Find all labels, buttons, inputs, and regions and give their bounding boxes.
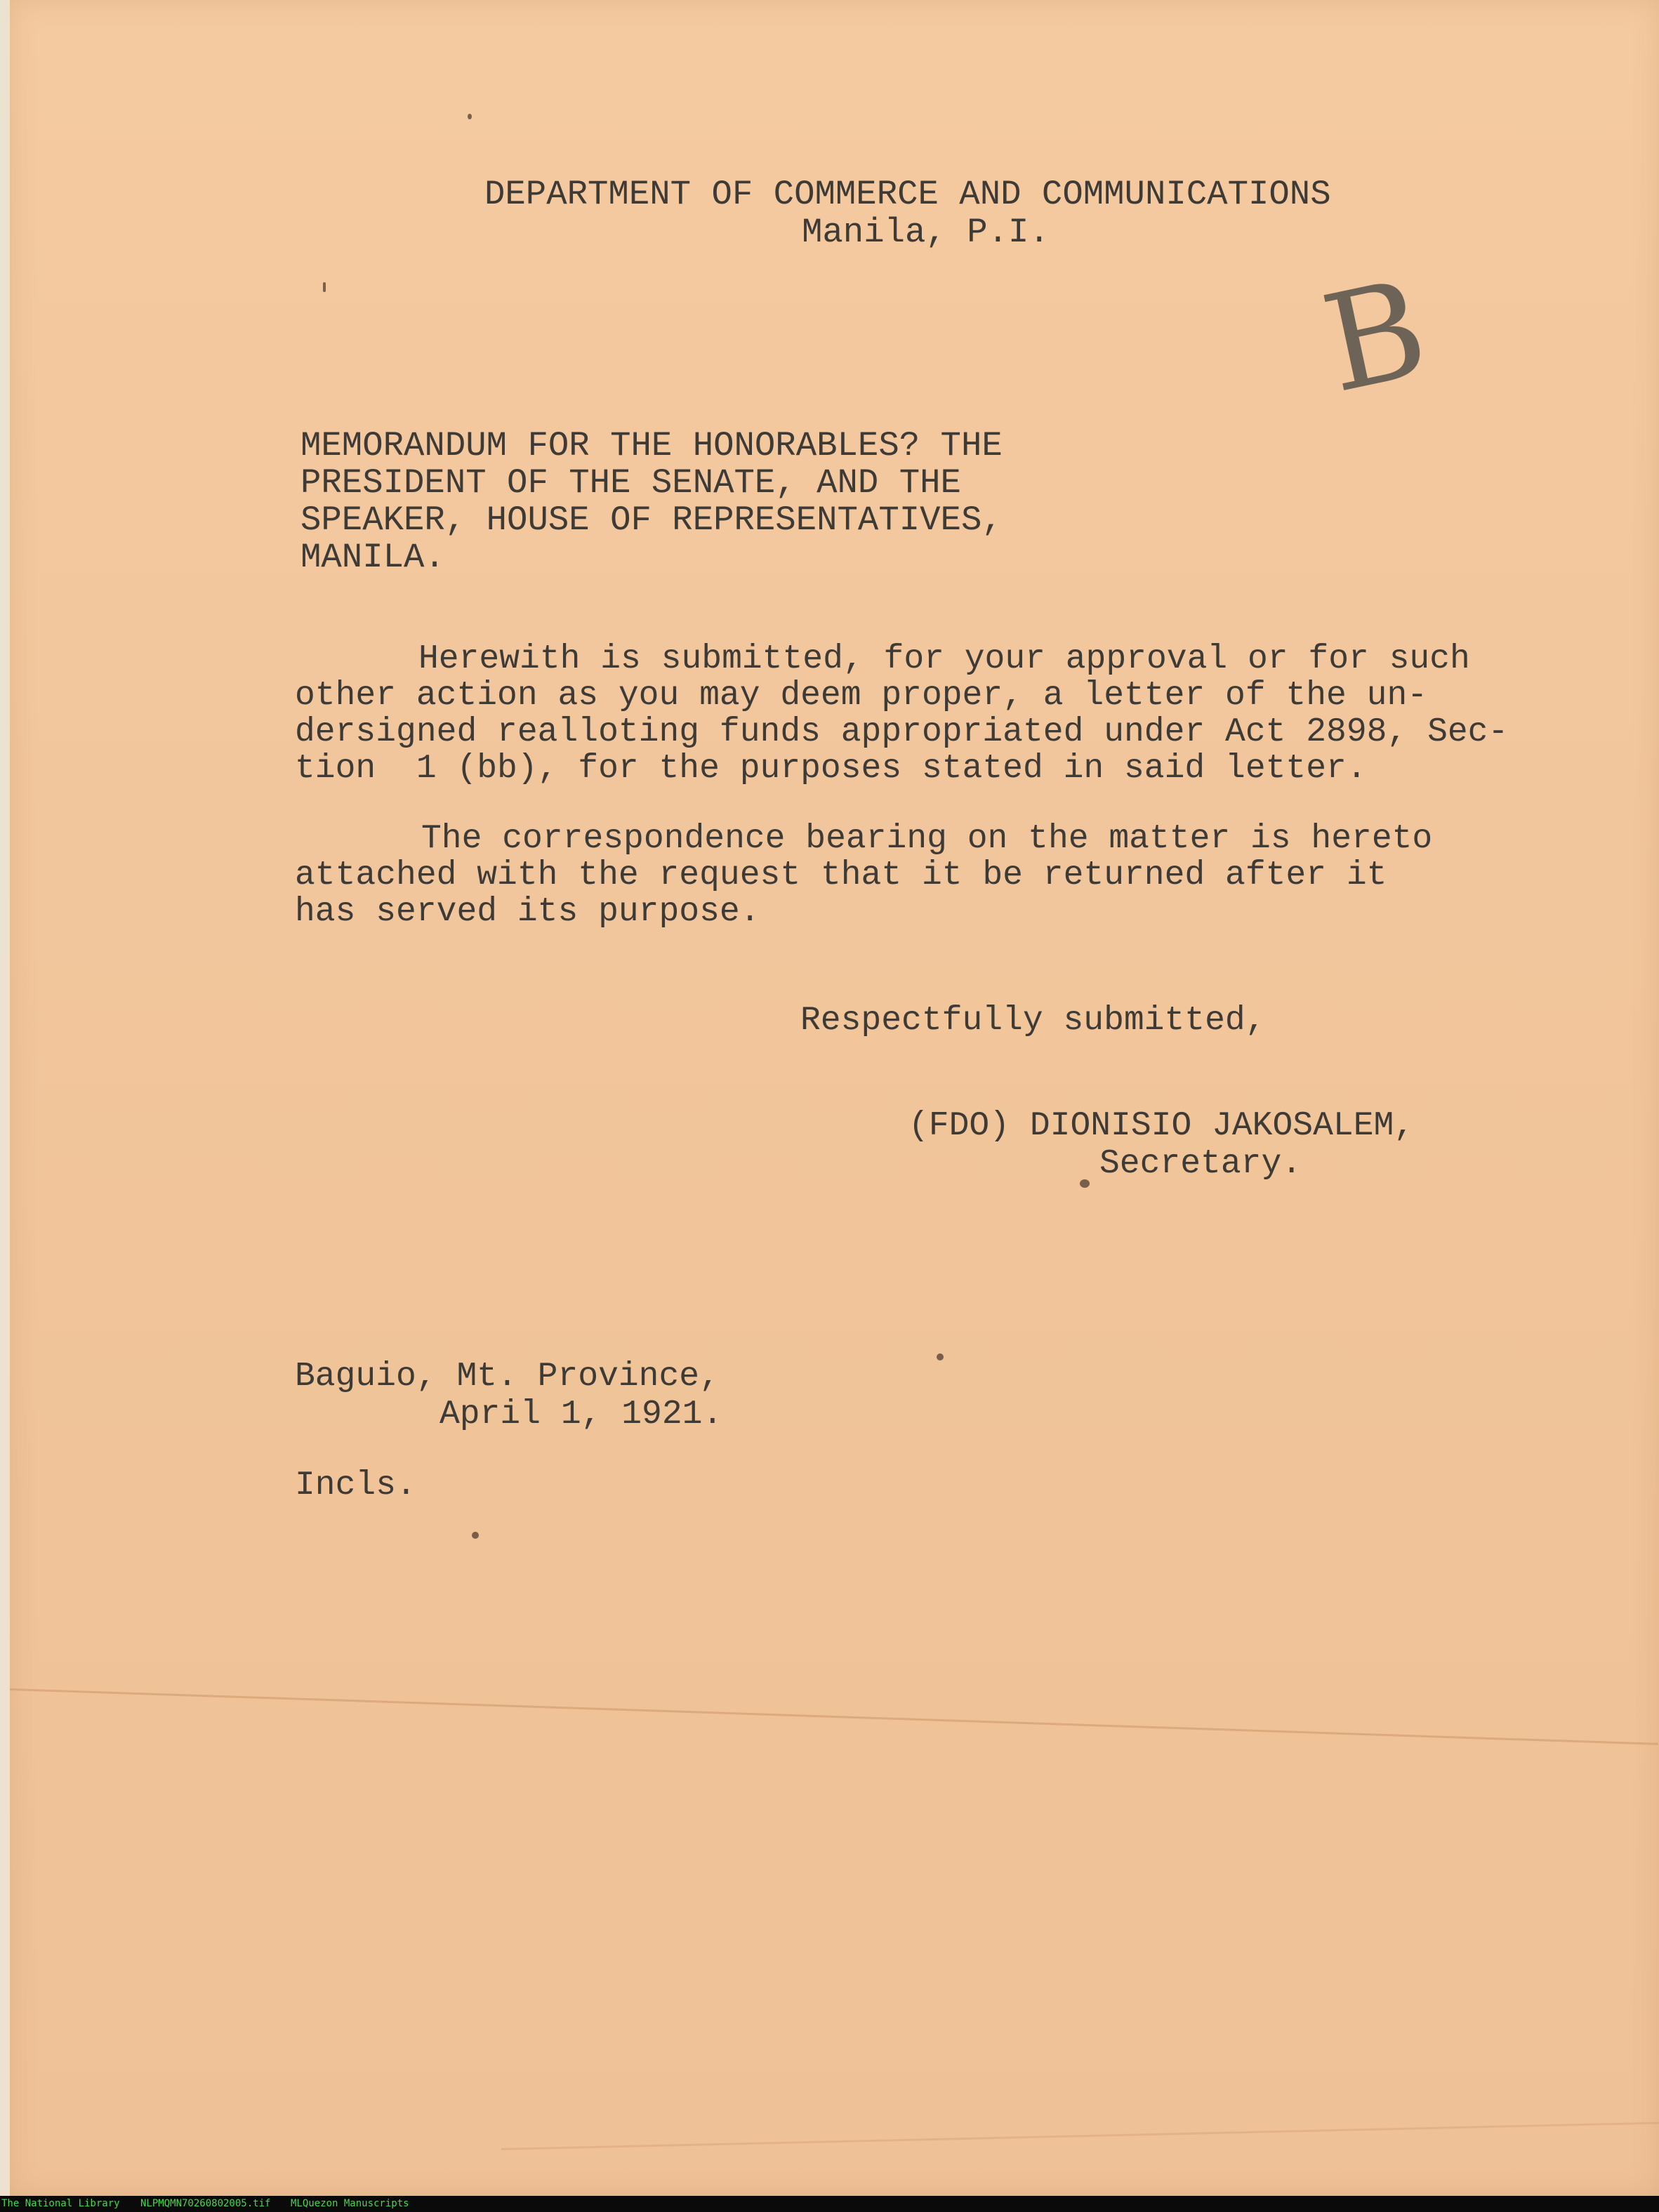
paper-crease <box>10 1688 1658 1745</box>
place: Baguio, Mt. Province, <box>295 1358 720 1396</box>
paragraph-line: dersigned realloting funds appropriated under Act 2898, Sec- <box>295 713 1509 751</box>
signature-title: Secretary. <box>1099 1145 1302 1183</box>
ink-spot <box>1080 1179 1090 1188</box>
paragraph-line: other action as you may deem proper, a letter of the un- <box>295 677 1428 715</box>
footer-collection: MLQuezon Manuscripts <box>291 2198 409 2209</box>
margin-mark: B <box>1311 250 1439 423</box>
ink-spot <box>323 282 326 292</box>
ink-spot <box>937 1353 944 1360</box>
paragraph-line: attached with the request that it be returned after it <box>295 856 1387 894</box>
signature-name: (FDO) DIONISIO JAKOSALEM, <box>908 1107 1415 1145</box>
paragraph-line: Herewith is submitted, for your approval or for such <box>418 640 1470 678</box>
department-location: Manila, P.I. <box>802 213 1050 252</box>
footer-library: The National Library <box>1 2198 120 2209</box>
ink-spot <box>468 114 472 119</box>
archive-footer <box>0 2196 1659 2212</box>
addressee-line: SPEAKER, HOUSE OF REPRESENTATIVES, <box>300 501 1003 540</box>
paragraph-line: tion 1 (bb), for the purposes stated in said letter. <box>295 750 1367 788</box>
enclosures: Incls. <box>295 1466 416 1504</box>
date: April 1, 1921. <box>439 1396 723 1433</box>
addressee-line: PRESIDENT OF THE SENATE, AND THE <box>300 463 961 503</box>
paragraph-line: The correspondence bearing on the matter is hereto <box>421 820 1433 858</box>
addressee-line: MEMORANDUM FOR THE HONORABLES? THE <box>300 426 1003 465</box>
footer-filename: NLPMQMN70260802005.tif <box>140 2198 271 2209</box>
department-heading: DEPARTMENT OF COMMERCE AND COMMUNICATIONS <box>484 175 1331 214</box>
paper-crease <box>501 2122 1659 2150</box>
closing: Respectfully submitted, <box>800 1002 1266 1040</box>
document-page <box>10 0 1659 2196</box>
paragraph-line: has served its purpose. <box>295 893 760 931</box>
addressee-line: MANILA. <box>300 538 445 577</box>
ink-spot <box>472 1532 479 1539</box>
